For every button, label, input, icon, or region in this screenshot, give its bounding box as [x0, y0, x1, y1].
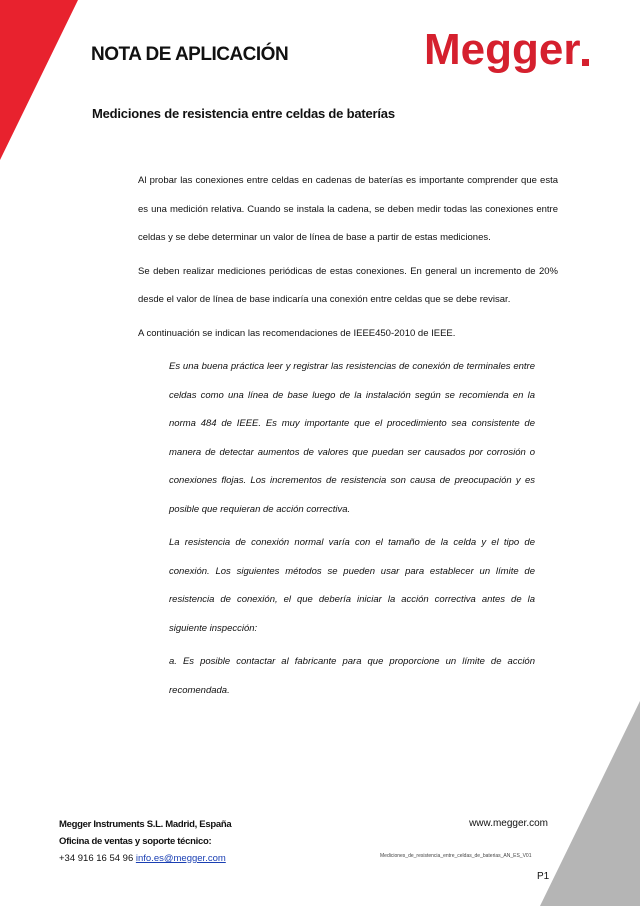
- document-body: [138, 167, 558, 710]
- document-subtitle: Mediciones de resistencia entre celdas de baterías: [92, 106, 395, 121]
- paragraph: A continuación se indican las recomendaciones de IEEE450-2010 de IEEE.: [138, 327, 456, 339]
- logo-square-icon: [582, 59, 589, 66]
- quote-paragraph: Es una buena práctica leer y registrar las resistencias de conexión de terminales entre celdas como una línea de base luego de la instalación según se recomienda en la norma 484 de IEEE. Es muy importante que el procedimiento sea consistente de manera de detectar aumentos de valores que puedan ser causados por corrosión o conexiones flojas. Los incrementos de resistencia son causa de preocupación y es posible que requieran de acción correctiva.: [169, 361, 535, 515]
- page-number: P1: [537, 871, 550, 882]
- footer-office: Oficina de ventas y soporte técnico:: [59, 836, 212, 847]
- footer-email-link[interactable]: info.es@megger.com: [135, 853, 226, 864]
- paragraph: Al probar las conexiones entre celdas en cadenas de baterías es importante comprender que esta es una medición relativa. Cuando se instala la cadena, se deben medir todas las conexiones entre celdas y se debe determinar un valor de línea de base a partir de estas mediciones.: [138, 175, 558, 243]
- gray-corner-triangle: [540, 701, 640, 906]
- quote-paragraph: La resistencia de conexión normal varía con el tamaño de la celda y el tipo de conexión. Los siguientes métodos se pueden usar para establecer un límite de resistencia de conexión, el que debería iniciar la acción correctiva antes de la siguiente inspección:: [169, 537, 535, 634]
- footer-phone: +34 916 16 54 96: [59, 853, 134, 864]
- footer-company: Megger Instruments S.L. Madrid, España: [59, 819, 232, 830]
- megger-logo: [424, 22, 589, 72]
- logo-wordmark: Megger: [424, 25, 581, 74]
- footer-doc-reference: Mediciones_de_resistencia_entre_celdas_de_baterias_AN_ES_V01: [380, 853, 532, 859]
- ieee-quote: [169, 353, 535, 705]
- paragraph: Se deben realizar mediciones periódicas de estas conexiones. En general un incremento de 20% desde el valor de línea de base indicaría una conexión entre celdas que se debe revisar.: [138, 265, 558, 305]
- quote-paragraph: a. Es posible contactar al fabricante para que proporcione un límite de acción recomendada.: [169, 656, 535, 696]
- doc-type-title: NOTA DE APLICACIÓN: [91, 44, 289, 65]
- footer-website[interactable]: www.megger.com: [469, 818, 548, 829]
- red-corner-triangle: [0, 0, 78, 160]
- footer-phone-line: [59, 850, 231, 867]
- footer-contact: [59, 816, 231, 867]
